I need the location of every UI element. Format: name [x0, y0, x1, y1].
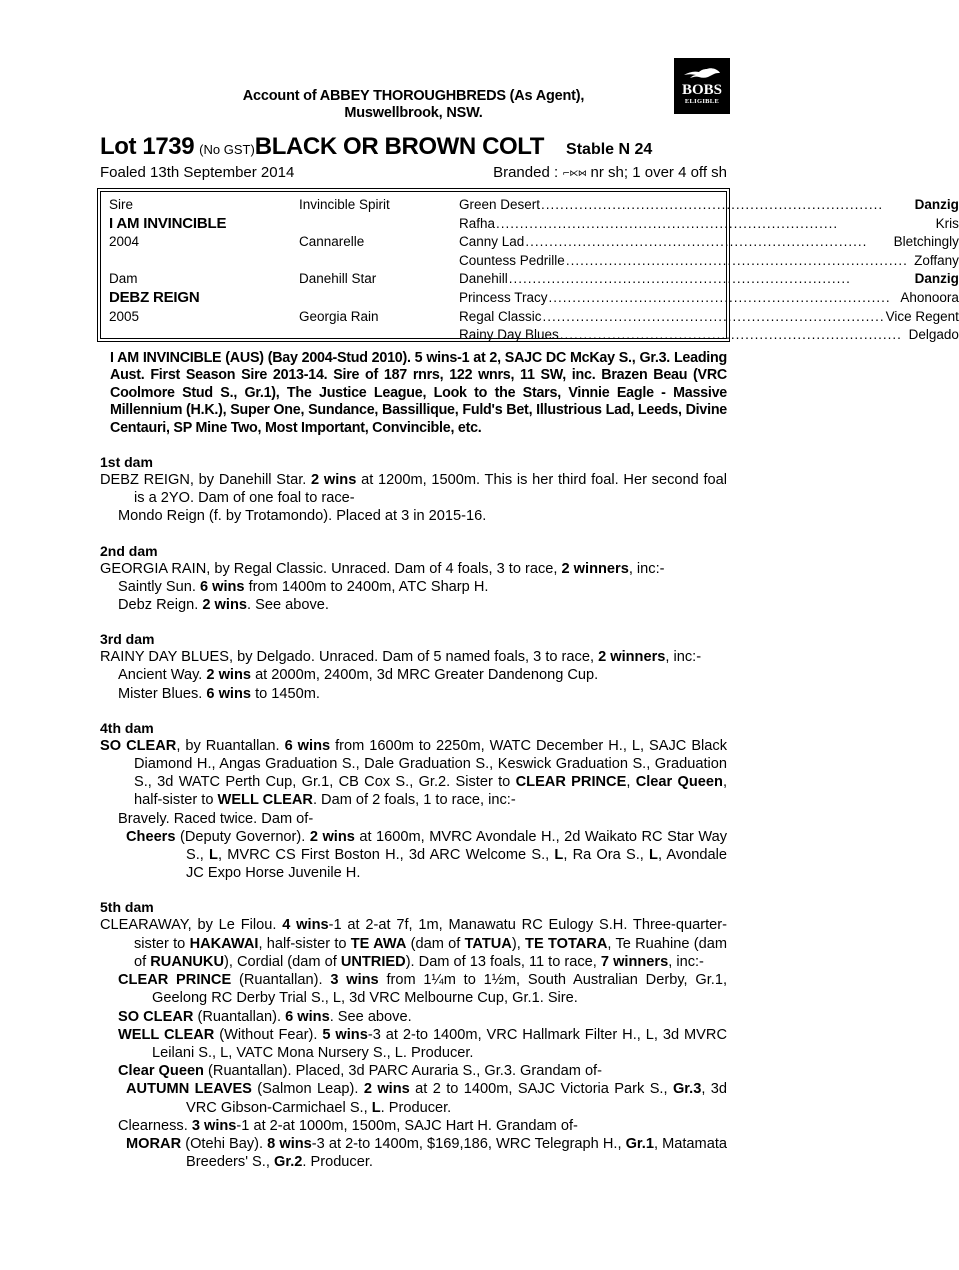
dam-gp1	[459, 270, 959, 289]
third-dam-pre: RAINY DAY BLUES, by Delgado. Unraced. Dam of 5 named foals, 3 to race,	[100, 649, 599, 666]
third-dam-heading: 3rd dam	[100, 631, 155, 648]
sire-gp3-right: Bletchingly	[893, 234, 959, 250]
bobs-horse-icon	[682, 66, 722, 82]
sire-gp4-left: Countess Pedrille	[459, 252, 565, 268]
spacer-cell	[299, 252, 459, 271]
leader-dots	[541, 196, 914, 215]
fourth-dam-progeny-2: Cheers (Deputy Governor). 2 wins at 1600m, MVRC Avondale H., 2d Waikato RC Star Way S., L, MVRC CS First Boston H., 3d ARC Welcome S., L, Ra Ora S., L, Avondale JC Expo Horse Juvenile H.	[126, 828, 728, 882]
third-dam-progeny-1: Ancient Way. 2 wins at 2000m, 2400m, 3d MRC Greater Dandenong Cup.	[118, 667, 599, 684]
sire-sire-name: Invincible Spirit	[299, 197, 390, 212]
lot-title-line	[100, 133, 727, 161]
fifth-dam-body	[100, 916, 727, 1171]
foaled-date: Foaled 13th September 2014	[100, 164, 295, 181]
sire-gp4-right: Zoffany	[914, 252, 959, 268]
dam-gp2	[459, 289, 959, 308]
branded-label: Branded :	[493, 164, 559, 181]
second-dam-post: , inc:-	[628, 560, 665, 577]
dam-sire-name: Danehill Star	[299, 271, 377, 287]
pedigree-grid	[109, 196, 959, 345]
account-line-1: Account of ABBEY THOROUGHBREDS (As Agent),	[242, 88, 585, 104]
sire-year: 2004	[109, 234, 140, 250]
sire-dam-name: Cannarelle	[299, 234, 365, 250]
dam-gp2-left: Princess Tracy	[459, 289, 548, 305]
sire-gp3	[459, 233, 959, 252]
stable-number: Stable N 24	[566, 141, 653, 158]
sire-gp2-right: Kris	[935, 215, 959, 231]
fourth-dam-progeny-1: Bravely. Raced twice. Dam of-	[118, 810, 314, 827]
dam-gp4	[459, 326, 959, 345]
dam-dam-name: Georgia Rain	[299, 308, 379, 324]
spacer-cell	[299, 289, 459, 308]
sire-summary-paragraph: I AM INVINCIBLE (AUS) (Bay 2004-Stud 2010). 5 wins-1 at 2, SAJC DC McKay S., Gr.3. Leading Aust. First Season Sire 2013-14. Sire of 187 rnrs, 122 wnrs, 11 SW, inc. Brazen Beau (VRC Coolmore Stud S., Gr.1), The Justice League, Look to the Stars, Vinnie Eagle - Massive Millennium (H.K.), Super One, Sundance, Bassillique, Fuld's Bet, Illustrious Lad, Leeds, Divine Centauri, SP Mine Two, Most Important, Convincible, etc.	[110, 350, 727, 436]
leader-dots	[496, 215, 935, 234]
brand-mark-icon: ⌐⋉⋈	[562, 169, 587, 179]
fifth-dam-progeny-1: CLEAR PRINCE (Ruantallan). 3 wins from 1¼m to 1½m, South Australian Derby, Gr.1, Geelong RC Derby Trial S., L, 3d VRC Melbourne Cup, Gr.1. Sire.	[118, 972, 728, 1007]
fourth-dam-body	[100, 737, 727, 883]
first-dam-body	[100, 471, 727, 526]
dam-year: 2005	[109, 308, 140, 324]
bobs-logo-subtitle: ELIGIBLE	[684, 98, 720, 106]
sire-gp1-left: Green Desert	[459, 197, 541, 212]
leader-dots	[566, 252, 913, 271]
second-dam-progeny-1: Saintly Sun. 6 wins from 1400m to 2400m, ATC Sharp H.	[118, 578, 489, 595]
colt-description: BLACK OR BROWN COLT	[254, 133, 545, 160]
second-dam-progeny-2: Debz Reign. 2 wins. See above.	[118, 597, 329, 614]
leader-dots	[549, 289, 900, 308]
sire-gp2-left: Rafha	[459, 215, 496, 231]
fifth-dam-heading: 5th dam	[100, 899, 154, 916]
second-dam-heading: 2nd dam	[100, 542, 158, 559]
dam-gp1-left: Danehill	[459, 271, 508, 287]
first-dam-heading: 1st dam	[100, 454, 153, 471]
second-dam-winners: 2 winners	[561, 560, 629, 577]
pedigree-table	[100, 191, 959, 343]
dam-name: DEBZ REIGN	[109, 288, 200, 306]
dam-gp4-right: Delgado	[908, 327, 959, 343]
dam-gp3-right: Vice Regent	[885, 308, 959, 324]
fifth-dam-progeny-4: Clear Queen (Ruantallan). Placed, 3d PARC Auraria S., Gr.3. Grandam of-	[118, 1063, 602, 1080]
sire-gp2	[459, 215, 959, 234]
leader-dots	[543, 308, 885, 327]
sire-gp4	[459, 252, 959, 271]
fourth-dam-main: SO CLEAR, by Ruantallan. 6 wins from 1600m to 2250m, WATC December H., L, SAJC Black Diamond H., Angas Graduation S., Dale Graduation S., Keswick Graduation S., Graduation S., 3d WATC Perth Cup, Gr.1, CB Cox S., Gr.2. Sister to CLEAR PRINCE, Clear Queen, half-sister to WELL CLEAR. Dam of 2 foals, 1 to race, inc:-	[100, 737, 728, 809]
gst-note: (No GST)	[199, 142, 255, 157]
fifth-dam-progeny-2: SO CLEAR (Ruantallan). 6 wins. See above.	[118, 1008, 412, 1025]
account-line-2: Muswellbrook, NSW.	[344, 105, 483, 121]
bobs-eligible-logo	[674, 58, 730, 114]
fourth-dam-heading: 4th dam	[100, 719, 154, 736]
first-dam-progeny-1: Mondo Reign (f. by Trotamondo). Placed at 3 in 2015-16.	[118, 508, 487, 525]
account-heading	[100, 0, 727, 122]
spacer-cell	[299, 326, 459, 345]
dam-gp1-right: Danzig	[914, 271, 959, 287]
sire-gp1	[459, 196, 959, 215]
spacer-cell	[109, 326, 299, 345]
second-dam-body	[100, 560, 727, 615]
third-dam-body	[100, 648, 727, 703]
sire-gp1-right: Danzig	[914, 197, 959, 212]
lot-number: Lot 1739	[100, 133, 195, 160]
spacer-cell	[109, 252, 299, 271]
fifth-dam-progeny-5: AUTUMN LEAVES (Salmon Leap). 2 wins at 2 to 1400m, SAJC Victoria Park S., Gr.3, 3d VRC Gibson-Carmichael S., L. Producer.	[126, 1081, 728, 1116]
foaled-branded-line	[100, 164, 727, 181]
third-dam-progeny-2: Mister Blues. 6 wins to 1450m.	[118, 685, 320, 702]
third-dam-post: , inc:-	[665, 649, 702, 666]
sire-gp3-left: Canny Lad	[459, 234, 525, 250]
third-dam-main	[100, 648, 727, 666]
sire-label: Sire	[109, 197, 134, 212]
leader-dots	[509, 270, 914, 289]
dam-label: Dam	[109, 271, 138, 287]
dam-gp2-right: Ahonoora	[900, 289, 959, 305]
branded-info	[493, 164, 727, 181]
sire-name: I AM INVINCIBLE	[109, 214, 227, 232]
second-dam-pre: GEORGIA RAIN, by Regal Classic. Unraced. Dam of 4 foals, 3 to race,	[100, 560, 562, 577]
leader-dots	[560, 326, 908, 345]
fifth-dam-progeny-6: Clearness. 3 wins-1 at 2-at 1000m, 1500m, SAJC Hart H. Grandam of-	[118, 1117, 578, 1134]
first-dam-post: at 1200m, 1500m. This is her third foal. Her second foal is a 2YO. Dam of one foal to race-	[134, 472, 727, 507]
dam-gp3	[459, 308, 959, 327]
first-dam-main	[100, 471, 727, 507]
branded-detail: nr sh; 1 over 4 off sh	[590, 164, 727, 181]
bobs-logo-text: BOBS	[681, 82, 723, 99]
third-dam-winners: 2 winners	[598, 649, 666, 666]
fifth-dam-main: CLEARAWAY, by Le Filou. 4 wins-1 at 2-at 7f, 1m, Manawatu RC Eulogy S.H. Three-quarter-sister to HAKAWAI, half-sister to TE AWA (dam of TATUA), TE TOTARA, Te Ruahine (dam of RUANUKU), Cordial (dam of UNTRIED). Dam of 13 foals, 11 to race, 7 winners, inc:-	[100, 917, 728, 970]
dam-gp4-left: Rainy Day Blues	[459, 327, 559, 343]
spacer-cell	[299, 215, 459, 234]
leader-dots	[525, 233, 892, 252]
first-dam-wins: 2 wins	[311, 472, 357, 489]
second-dam-main	[100, 560, 727, 578]
fifth-dam-progeny-3: WELL CLEAR (Without Fear). 5 wins-3 at 2-to 1400m, VRC Hallmark Filter H., L, 3d MVRC Leilani S., L, VATC Mona Nursery S., L. Producer.	[118, 1026, 727, 1061]
fifth-dam-progeny-7: MORAR (Otehi Bay). 8 wins-3 at 2-to 1400m, $169,186, WRC Telegraph H., Gr.1, Matamata Breeders' S., Gr.2. Producer.	[126, 1135, 727, 1171]
first-dam-pre: DEBZ REIGN, by Danehill Star.	[100, 472, 312, 489]
dam-gp3-left: Regal Classic	[459, 308, 542, 324]
